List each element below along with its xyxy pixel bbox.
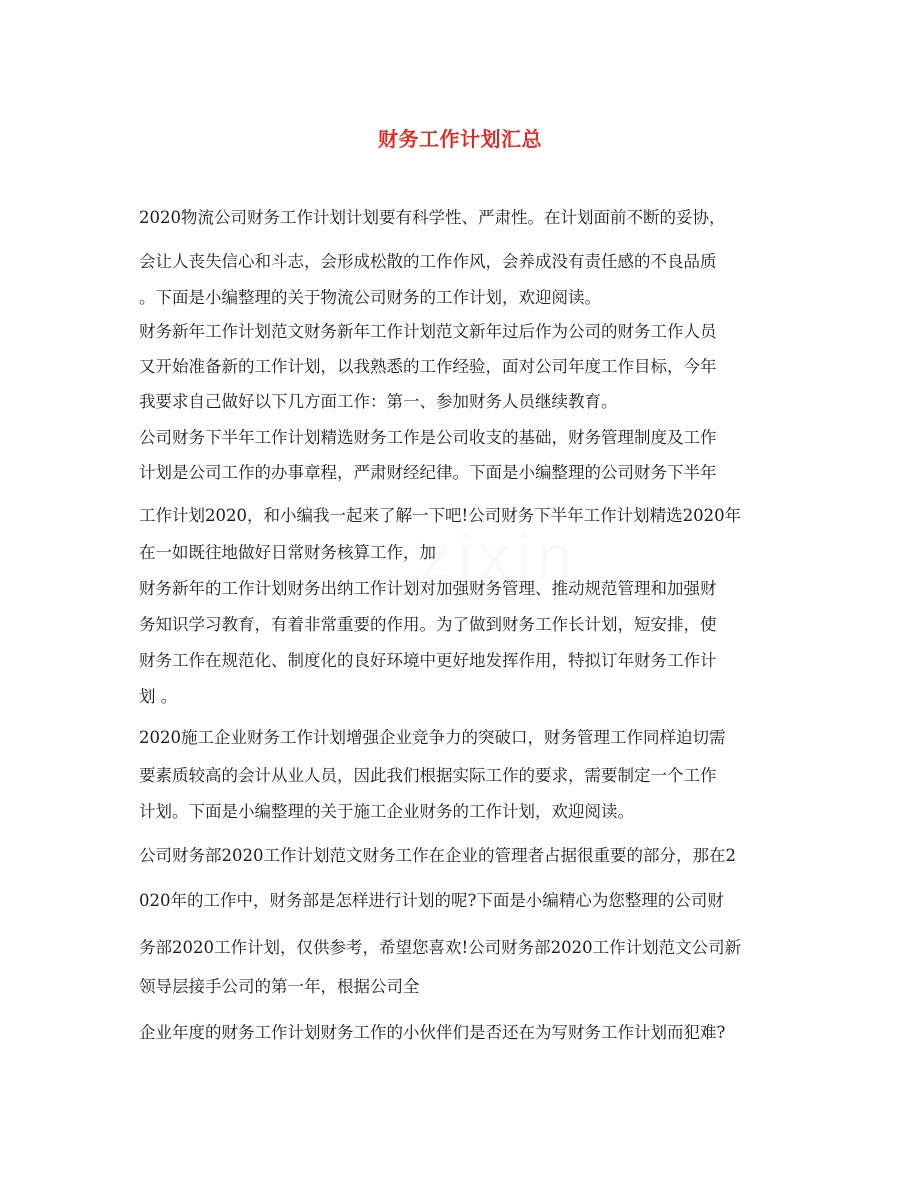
paragraph-line: 又开始准备新的工作计划，以我熟悉的工作经验，面对公司年度工作目标，今年 [139, 357, 717, 376]
paragraph-line: 财务新年的工作计划财务出纳工作计划对加强财务管理、推动规范管理和加强财 [139, 579, 717, 598]
paragraph-line: 划 。 [139, 687, 178, 706]
paragraph-line: 020年的工作中，财务部是怎样进行计划的呢?下面是小编精心为您整理的公司财 [139, 891, 724, 910]
paragraph-line: 企业年度的财务工作计划财务工作的小伙伴们是否还在为写财务工作计划而犯难? [139, 1023, 726, 1042]
paragraph-line: 计划是公司工作的办事章程，严肃财经纪律。下面是小编整理的公司财务下半年 [139, 463, 717, 482]
paragraph-line: 财务新年工作计划范文财务新年工作计划范文新年过后作为公司的财务工作人员 [139, 322, 717, 341]
paragraph-line: 务知识学习教育，有着非常重要的作用。为了做到财务工作长计划，短安排，使 [139, 615, 717, 634]
paragraph-line: 财务工作在规范化、制度化的良好环境中更好地发挥作用，特拟订年财务工作计 [139, 651, 717, 670]
paragraph-line: 领导层接手公司的第一年，根据公司全 [139, 977, 420, 996]
paragraph-line: 要素质较高的会计从业人员，因此我们根据实际工作的要求，需要制定一个工作 [139, 766, 717, 785]
paragraph-line: 在一如既往地做好日常财务核算工作，加 [139, 543, 436, 562]
watermark: zixin [420, 521, 579, 593]
paragraph-line: 计划。下面是小编整理的关于施工企业财务的工作计划，欢迎阅读。 [139, 802, 634, 821]
paragraph-line: 公司财务部2020工作计划范文财务工作在企业的管理者占据很重要的部分，那在2 [139, 846, 736, 865]
page-title: 财务工作计划汇总 [378, 127, 542, 151]
paragraph-line: 我要求自己做好以下几方面工作：第一、参加财务人员继续教育。 [139, 392, 618, 411]
paragraph-line: 2020物流公司财务工作计划计划要有科学性、严肃性。在计划面前不断的妥协， [139, 208, 726, 227]
paragraph-line: 务部2020工作计划，仅供参考，希望您喜欢!公司财务部2020工作计划范文公司新 [139, 938, 742, 957]
paragraph-line: 。下面是小编整理的关于物流公司财务的工作计划，欢迎阅读。 [139, 288, 601, 307]
paragraph-line: 工作计划2020，和小编我一起来了解一下吧!公司财务下半年工作计划精选2020年 [139, 506, 742, 525]
paragraph-line: 会让人丧失信心和斗志，会形成松散的工作作风，会养成没有责任感的不良品质 [139, 252, 717, 271]
paragraph-line: 公司财务下半年工作计划精选财务工作是公司收支的基础，财务管理制度及工作 [139, 428, 717, 447]
paragraph-line: 2020施工企业财务工作计划增强企业竞争力的突破口，财务管理工作同样迫切需 [139, 728, 726, 747]
